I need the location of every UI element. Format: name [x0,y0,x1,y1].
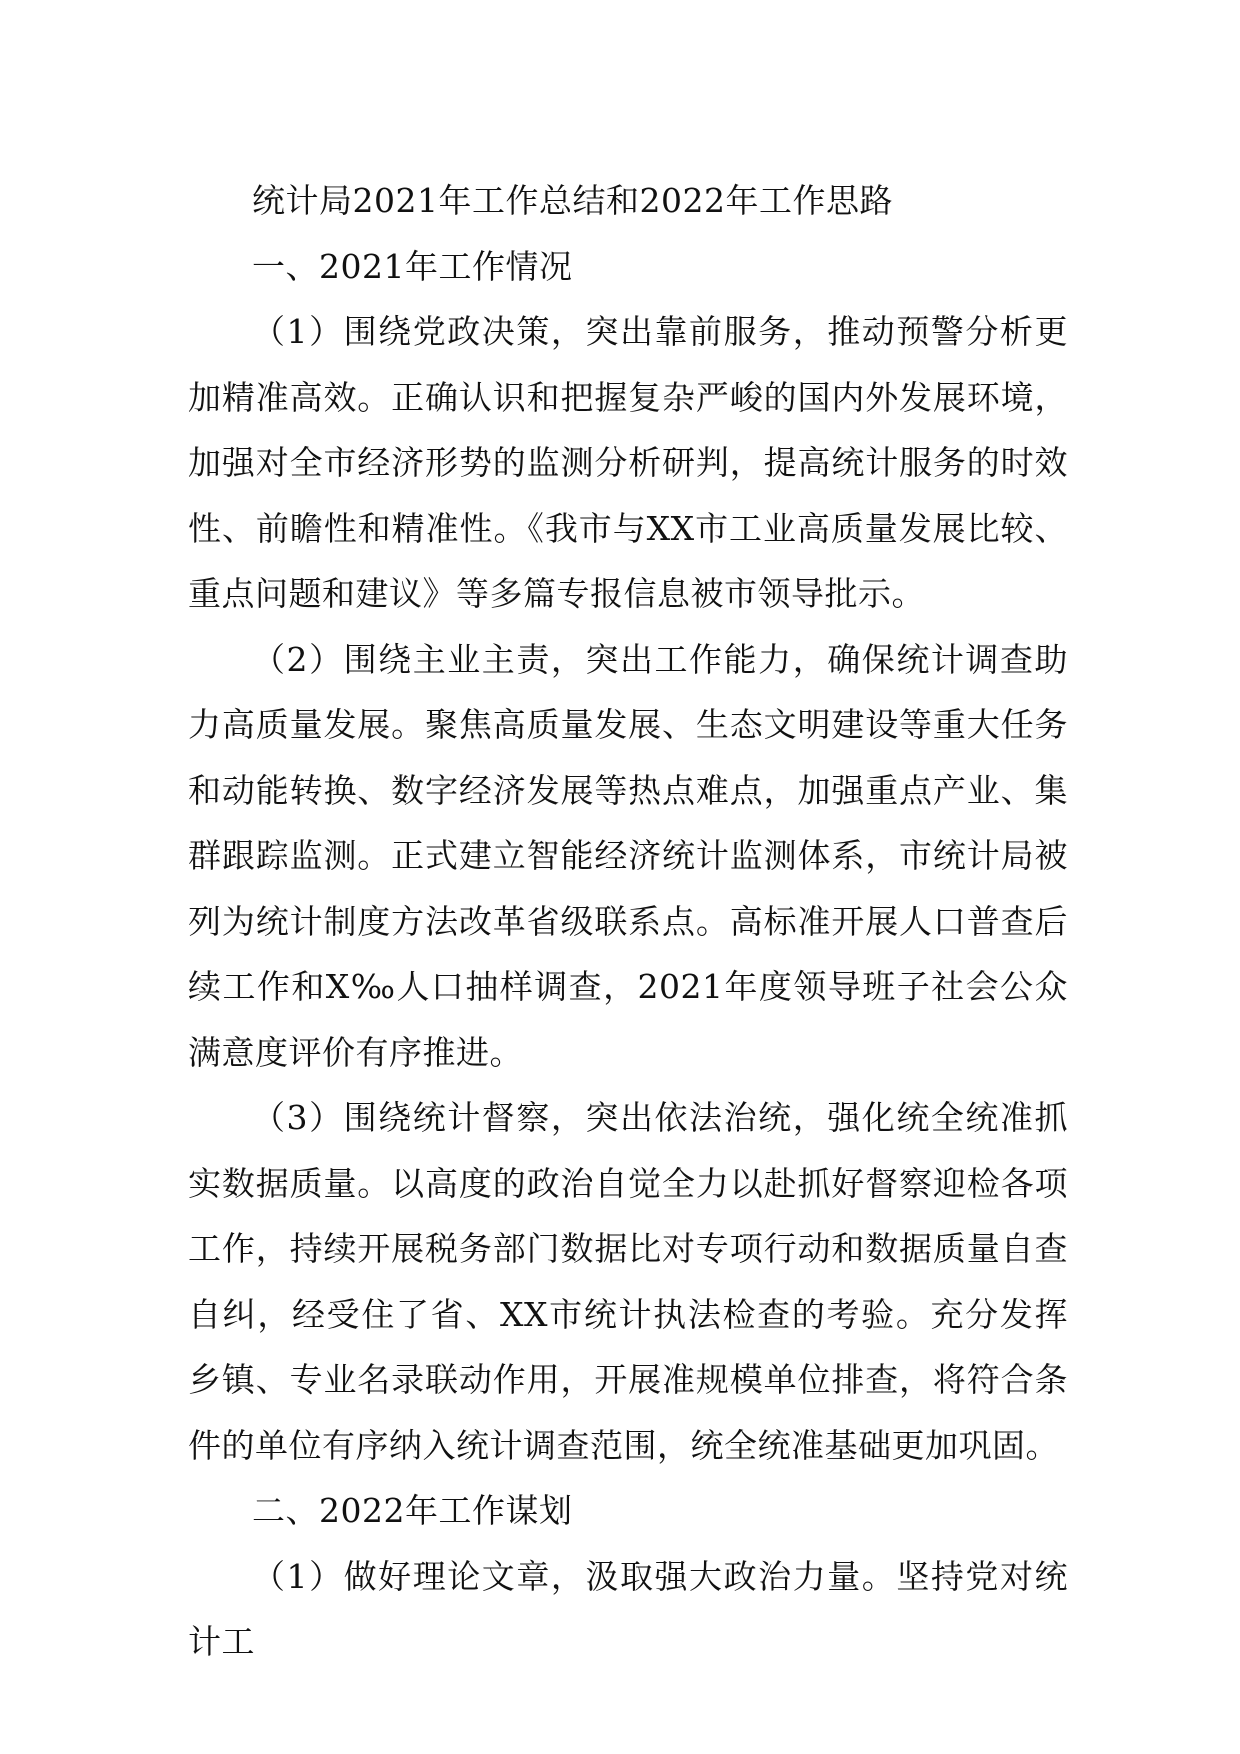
section-heading-2022: 二、2022年工作谋划 [252,1491,573,1530]
paragraph-2021-item-2: （2）围绕主业主责，突出工作能力，确保统计调查助力高质量发展。聚焦高质量发展、生态文明建设等重大任务和动能转换、数字经济发展等热点难点，加强重点产业、集群跟踪监测。正式建立智能经济统计监测体系，市统计局被列为统计制度方法改革省级联系点。高标准开展人口普查后续工作和X‰人口抽样调查，2021年度领导班子社会公众满意度评价有序推进。 [188,639,1068,1072]
paragraph-2021-item-1: （1）围绕党政决策，突出靠前服务，推动预警分析更加精准高效。正确认识和把握复杂严峻的国内外发展环境，加强对全市经济形势的监测分析研判，提高统计服务的时效性、前瞻性和精准性。《我市与XX市工业高质量发展比较、重点问题和建议》等多篇专报信息被市领导批示。 [188,312,1068,613]
document-body [188,168,1068,1675]
section-heading-2021: 一、2021年工作情况 [252,246,573,286]
document-title: 统计局2021年工作总结和2022年工作思路 [252,181,893,220]
paragraph-2022-item-1: （1）做好理论文章，汲取强大政治力量。坚持党对统计工 [188,1556,1068,1661]
paragraph-2021-item-3: （3）围绕统计督察，突出依法治统，强化统全统准抓实数据质量。以高度的政治自觉全力以赴抓好督察迎检各项工作，持续开展税务部门数据比对专项行动和数据质量自查自纠，经受住了省、XX市统计执法检查的考验。充分发挥乡镇、专业名录联动作用，开展准规模单位排查，将符合条件的单位有序纳入统计调查范围，统全统准基础更加巩固。 [188,1098,1068,1465]
